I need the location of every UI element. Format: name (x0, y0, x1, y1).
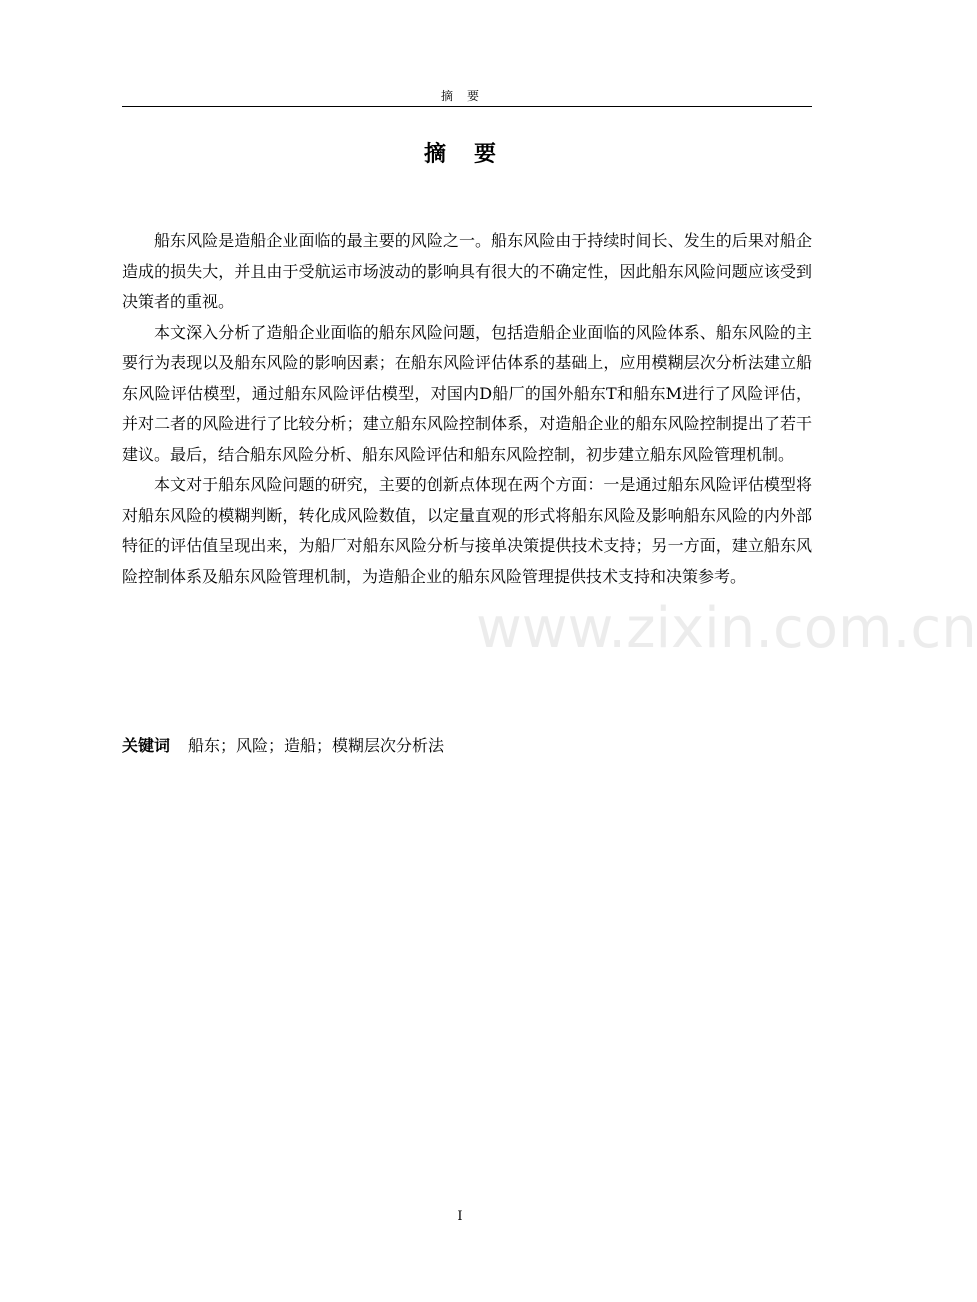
keywords (122, 731, 812, 761)
keywords-text: 船东；风险；造船；模糊层次分析法 (188, 736, 445, 755)
page-title: 摘要 (423, 142, 524, 167)
header-rule (122, 106, 812, 107)
keywords-label: 关键词 (122, 736, 171, 755)
page-number: I (457, 1209, 463, 1224)
abstract-paragraph-1: 船东风险是造船企业面临的最主要的风险之一。船东风险由于持续时间长、发生的后果对船企造成的损失大，并且由于受航运市场波动的影响具有很大的不确定性，因此船东风险问题应该受到决策者的重视。 (122, 231, 812, 311)
running-header: 摘要 (440, 89, 493, 103)
abstract-paragraph-2: 本文深入分析了造船企业面临的船东风险问题，包括造船企业面临的风险体系、船东风险的主要行为表现以及船东风险的影响因素；在船东风险评估体系的基础上，应用模糊层次分析法建立船东风险评估模型，通过船东风险评估模型，对国内D船厂的国外船东T和船东M进行了风险评估，并对二者的风险进行了比较分析；建立船东风险控制体系，对造船企业的船东风险控制提出了若干建议。最后，结合船东风险分析、船东风险评估和船东风险控制，初步建立船东风险管理机制。 (122, 322, 812, 464)
abstract-body (122, 226, 812, 592)
watermark: www.zixin.com.cn (476, 596, 977, 661)
abstract-paragraph-3: 本文对于船东风险问题的研究，主要的创新点体现在两个方面：一是通过船东风险评估模型将对船东风险的模糊判断，转化成风险数值，以定量直观的形式将船东风险及影响船东风险的内外部特征的评估值呈现出来，为船厂对船东风险分析与接单决策提供技术支持；另一方面，建立船东风险控制体系及船东风险管理机制，为造船企业的船东风险管理提供技术支持和决策参考。 (122, 475, 812, 586)
